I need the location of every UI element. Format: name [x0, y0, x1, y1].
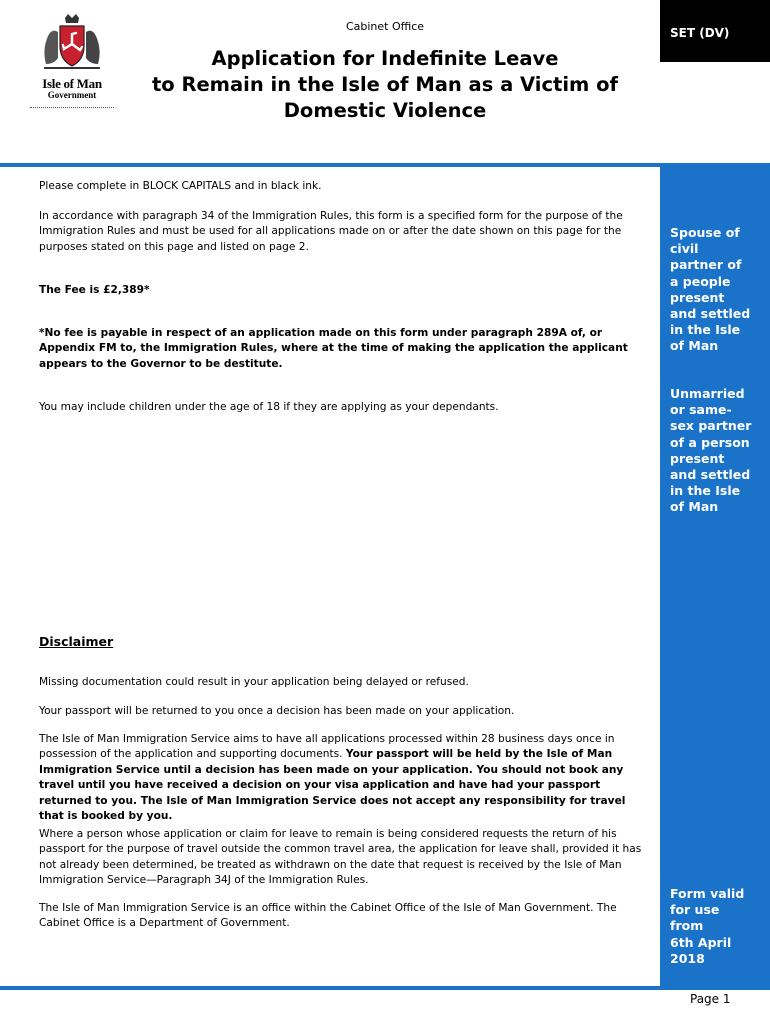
logo-name: Isle of Man [42, 76, 102, 91]
instruction-text: Please complete in BLOCK CAPITALS and in black ink. [39, 180, 322, 192]
passport-held-warning: Your passport will be held by the Isle of Man Immigration Service until a decision has been made on your application. You should not book any travel until you have received a decision on your visa application and have had your passport returned to you. The Isle of Man Immigration Service does not accept any responsibility for travel that is booked by you. [39, 748, 626, 823]
paragraph-34-text: In accordance with paragraph 34 of the Immigration Rules, this form is a specified form for the purpose of the Immigration Rules and must be used for all applications made on or after the date shown on this page for the purposes stated on this page and listed on page 2. [39, 210, 623, 253]
sidebar-line: Form valid [670, 886, 745, 901]
sidebar-line: or same- [670, 402, 732, 418]
sidebar-line: civil [670, 241, 699, 257]
missing-docs-text: Missing documentation could result in your application being delayed or refused. [39, 676, 469, 688]
isle-of-man-crest-icon [38, 14, 106, 74]
logo-motto-line [30, 107, 114, 111]
sidebar-line: partner of [670, 257, 742, 273]
office-text: The Isle of Man Immigration Service is an office within the Cabinet Office of the Isle of Man Government. The Cabinet Office is a Department of Government. [39, 902, 617, 930]
sidebar-line: of Man [670, 338, 719, 354]
sidebar-line: a people [670, 273, 731, 289]
page-title [130, 46, 640, 124]
form-validity-note [670, 886, 766, 967]
sidebar-line: present [670, 289, 725, 305]
fee-text: The Fee is £2,389* [39, 284, 150, 296]
sidebar-line: of a person [670, 434, 750, 450]
sidebar-line: sex partner [670, 418, 752, 434]
form-code-badge [660, 0, 770, 62]
fee-exemption-note: *No fee is payable in respect of an application made on this form under paragraph 289A of, or Appendix FM to, the Immigration Rules, where at the time of making the application the applicant appears to the Governor to be destitute. [39, 327, 628, 370]
sidebar-line: in the Isle [670, 322, 741, 338]
withdrawal-text: Where a person whose application or claim for leave to remain is being considered requests the return of his passport for the purpose of travel outside the common travel area, the application for leave shall, provided it has not already been determined, be treated as withdrawn on the date that request is received by the Isle of Man Immigration Service—Paragraph 34J of the Immigration Rules. [39, 828, 642, 887]
title-line: to Remain in the Isle of Man as a Victim of [151, 73, 619, 96]
passport-return-text: Your passport will be returned to you once a decision has been made on your application. [39, 705, 515, 717]
header-divider [0, 163, 770, 167]
sidebar-line: and settled [670, 467, 751, 483]
category-spouse-civil-partner [670, 225, 766, 355]
department-name: Cabinet Office [345, 20, 425, 33]
footer-divider [0, 986, 770, 990]
title-line: Application for Indefinite Leave [211, 47, 559, 70]
sidebar-line: and settled [670, 306, 751, 322]
processing-text: The Isle of Man Immigration Service aims to have all applications processed within 28 business days once in possession of the application and supporting documents. [39, 733, 615, 761]
disclaimer-heading: Disclaimer [39, 634, 114, 649]
sidebar-line: Spouse of [670, 225, 740, 240]
title-line: Domestic Violence [283, 99, 487, 122]
sidebar-line: present [670, 450, 725, 466]
sidebar-line: for use [670, 902, 720, 918]
processing-paragraph [39, 732, 639, 824]
form-code-label: SET (DV) [670, 26, 730, 40]
category-sidebar [660, 167, 770, 986]
sidebar-line: 2018 [670, 950, 705, 966]
sidebar-line: of Man [670, 499, 719, 515]
sidebar-line: 6th April [670, 934, 732, 950]
category-unmarried-partner [670, 386, 766, 516]
sidebar-line: from [670, 918, 704, 934]
isle-of-man-government-logo [24, 14, 120, 114]
dependants-text: You may include children under the age of 18 if they are applying as your dependants. [39, 401, 499, 413]
sidebar-line: in the Isle [670, 483, 741, 499]
logo-subtitle: Government [47, 90, 97, 100]
sidebar-line: Unmarried [670, 386, 745, 401]
page-number: Page 1 [690, 992, 731, 1006]
